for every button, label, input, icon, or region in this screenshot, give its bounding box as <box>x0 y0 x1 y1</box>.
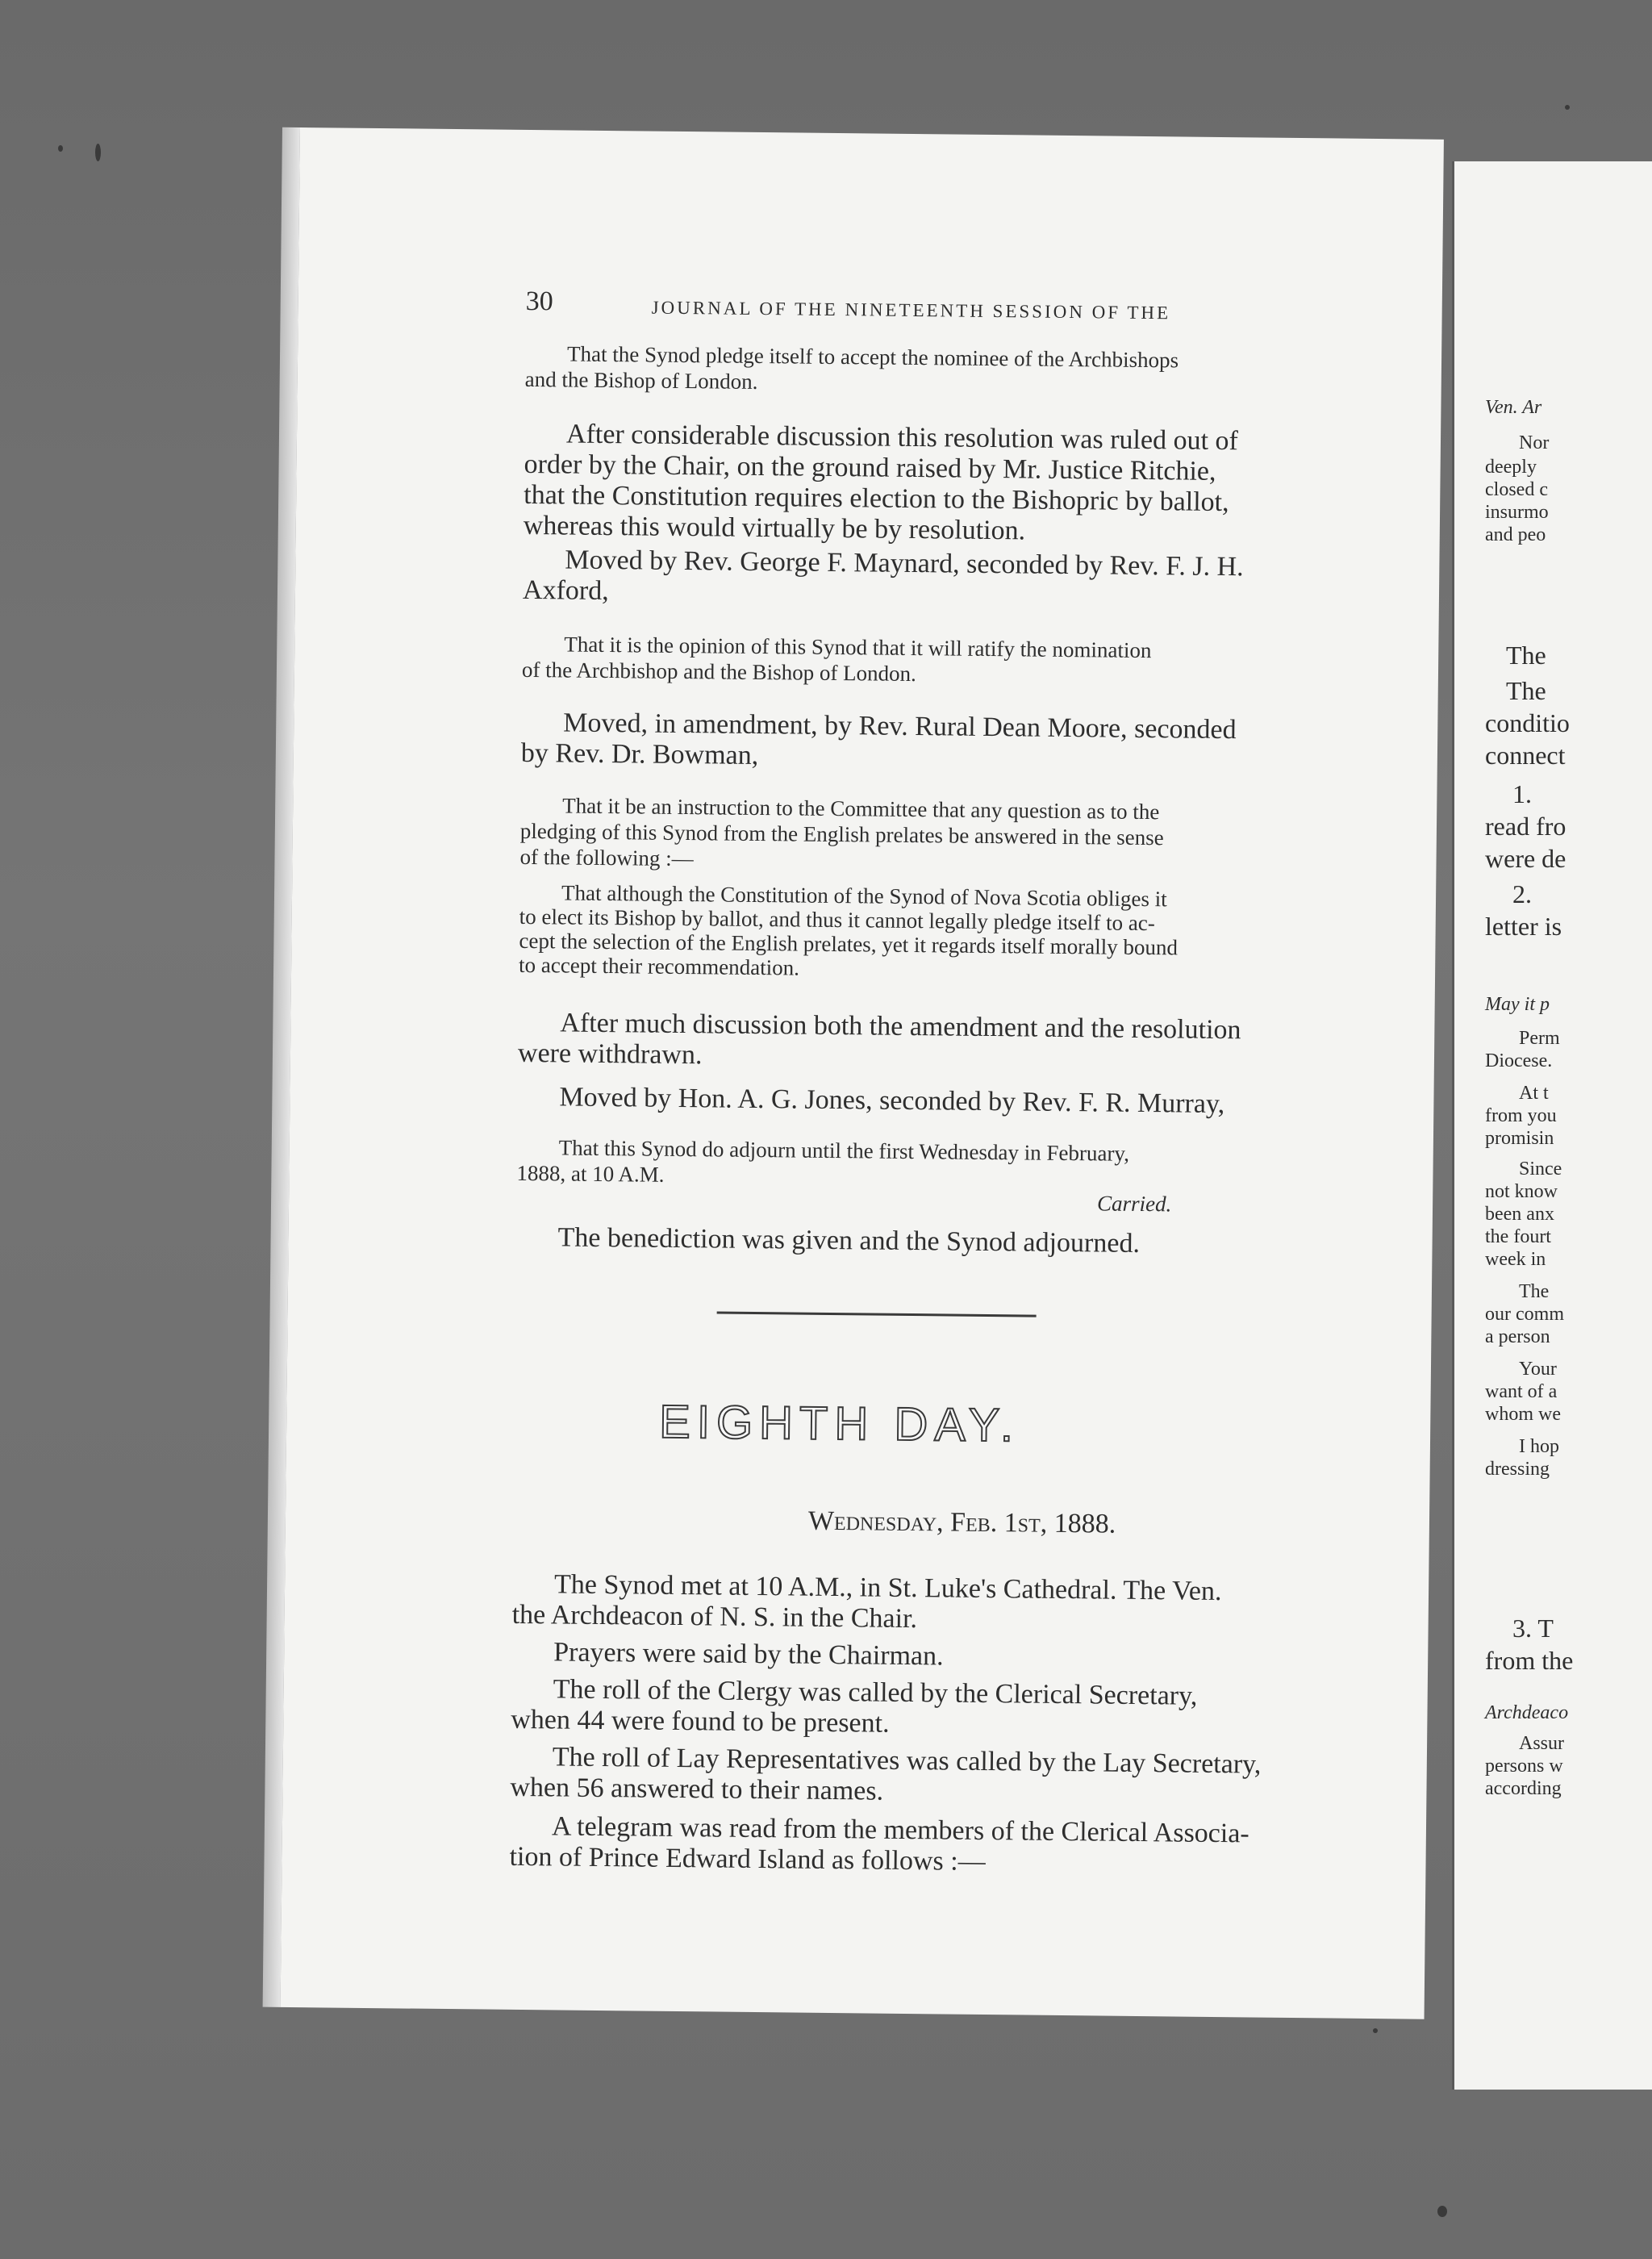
right-fragment: Diocese. <box>1485 1050 1553 1071</box>
right-fragment: The <box>1506 641 1546 670</box>
right-fragment: 1. <box>1512 779 1532 808</box>
scan-speck <box>95 144 101 161</box>
right-fragment: The <box>1506 676 1546 705</box>
day-heading: EIGHTH DAY. <box>658 1395 1020 1452</box>
right-fragment: been anx <box>1485 1204 1554 1225</box>
right-fragment: conditio <box>1485 708 1570 737</box>
right-fragment: 3. T <box>1512 1614 1554 1643</box>
moved-1-line-1: Moved by Rev. George F. Maynard, seconded by Rev. F. J. H. <box>565 545 1244 582</box>
right-fragment: letter is <box>1485 912 1562 941</box>
right-fragment: the fourt <box>1485 1226 1551 1247</box>
right-book-page-edge <box>1452 161 1652 2090</box>
discussion-line-3: that the Constitution requires election to the Bishopric by ballot, <box>524 479 1229 518</box>
adjourn-line-2: 1888, at 10 A.M. <box>516 1160 665 1187</box>
right-fragment: our comm <box>1485 1304 1564 1325</box>
right-fragment: promisin <box>1485 1128 1554 1149</box>
right-fragment: The <box>1519 1281 1550 1302</box>
right-fragment: Nor <box>1519 432 1550 453</box>
resolution-1-line-2: and the Bishop of London. <box>524 366 758 394</box>
right-fragment: connect <box>1485 741 1566 770</box>
resolution-2-line-1: That it is the opinion of this Synod that it will ratify the nomination <box>564 632 1152 663</box>
right-fragment: persons w <box>1485 1756 1563 1777</box>
running-head: JOURNAL OF THE NINETEENTH SESSION OF THE <box>651 297 1171 324</box>
moved-1-line-2: Axford, <box>522 574 609 607</box>
telegram-line-2: tion of Prince Edward Island as follows :— <box>509 1841 986 1877</box>
page-number: 30 <box>525 286 553 317</box>
scan-speck <box>58 145 63 152</box>
instruction-line-2: pledging of this Synod from the English prelates be answered in the sense <box>519 818 1164 850</box>
withdrawn-line-1: After much discussion both the amendment and the resolution <box>560 1008 1241 1046</box>
right-fragment: read fro <box>1485 812 1566 841</box>
right-fragment: Since <box>1519 1159 1562 1180</box>
right-fragment: Ven. Ar <box>1485 397 1542 418</box>
although-line-4: to accept their recommendation. <box>518 952 800 980</box>
right-fragment: I hop <box>1519 1436 1559 1457</box>
right-fragment: May it p <box>1485 994 1550 1015</box>
met-line-2: the Archdeacon of N. S. in the Chair. <box>511 1599 918 1635</box>
discussion-line-4: whereas this would virtually be by resolution. <box>523 510 1026 546</box>
right-fragment: according <box>1485 1778 1562 1799</box>
right-fragment: a person <box>1485 1326 1550 1347</box>
date-line: Wednesday, Feb. 1st, 1888. <box>807 1505 1116 1539</box>
scan-speck <box>1373 2028 1378 2033</box>
resolution-2-line-2: of the Archbishop and the Bishop of London. <box>521 657 917 687</box>
met-line-1: The Synod met at 10 A.M., in St. Luke's Cathedral. The Ven. <box>553 1569 1222 1607</box>
amendment-line-2: by Rev. Dr. Bowman, <box>520 737 759 770</box>
carried-note: Carried. <box>1096 1191 1172 1217</box>
scan-speck <box>1437 2206 1447 2217</box>
right-fragment: were de <box>1485 844 1566 873</box>
right-fragment: dressing <box>1485 1459 1550 1480</box>
section-divider <box>717 1311 1037 1317</box>
right-fragment: from you <box>1485 1105 1557 1126</box>
right-fragment: closed c <box>1485 479 1548 500</box>
withdrawn-line-2: were withdrawn. <box>517 1038 703 1071</box>
lay-roll-line-2: when 56 answered to their names. <box>510 1772 884 1806</box>
adjourn-line-1: That this Synod do adjourn until the first Wednesday in February, <box>558 1135 1130 1166</box>
right-fragment: want of a <box>1485 1381 1558 1402</box>
prayers: Prayers were said by the Chairman. <box>553 1637 944 1672</box>
left-book-page <box>281 127 1444 2019</box>
right-fragment: Your <box>1519 1359 1557 1380</box>
discussion-line-1: After considerable discussion this resolution was ruled out of <box>565 419 1239 457</box>
right-fragment: insurmo <box>1485 502 1549 523</box>
discussion-line-2: order by the Chair, on the ground raised by Mr. Justice Ritchie, <box>524 449 1216 486</box>
right-fragment: and peo <box>1485 524 1546 545</box>
instruction-line-1: That it be an instruction to the Committee that any question as to the <box>562 793 1160 825</box>
instruction-line-3: of the following :— <box>519 844 694 871</box>
right-fragment: Archdeaco <box>1485 1702 1569 1723</box>
right-fragment: week in <box>1485 1249 1546 1270</box>
right-fragment: from the <box>1485 1646 1574 1675</box>
although-line-2: to elect its Bishop by ballot, and thus it cannot legally pledge itself to ac- <box>519 904 1155 936</box>
amendment-line-1: Moved, in amendment, by Rev. Rural Dean Moore, seconded <box>563 708 1237 745</box>
clergy-roll-line-1: The roll of the Clergy was called by the Clerical Secretary, <box>553 1674 1198 1711</box>
although-line-1: That although the Constitution of the Synod of Nova Scotia obliges it <box>561 880 1167 912</box>
right-fragment: At t <box>1519 1083 1549 1104</box>
telegram-line-1: A telegram was read from the members of the Clerical Associa- <box>551 1811 1249 1849</box>
right-fragment: 2. <box>1512 879 1532 908</box>
right-fragment: Perm <box>1519 1028 1560 1049</box>
although-line-3: cept the selection of the English prelates, yet it regards itself morally bound <box>519 928 1179 960</box>
clergy-roll-line-2: when 44 were found to be present. <box>511 1704 890 1739</box>
right-fragment: not know <box>1485 1181 1558 1202</box>
moved-2: Moved by Hon. A. G. Jones, seconded by Rev. F. R. Murray, <box>559 1082 1225 1120</box>
benediction: The benediction was given and the Synod adjourned. <box>557 1222 1141 1259</box>
lay-roll-line-1: The roll of Lay Representatives was called by the Lay Secretary, <box>552 1742 1262 1780</box>
scan-speck <box>1565 105 1570 110</box>
right-fragment: deeply <box>1485 457 1537 478</box>
resolution-1-line-1: That the Synod pledge itself to accept the nominee of the Archbishops <box>566 341 1179 373</box>
right-fragment: Assur <box>1519 1733 1565 1754</box>
right-fragment: whom we <box>1485 1404 1561 1425</box>
